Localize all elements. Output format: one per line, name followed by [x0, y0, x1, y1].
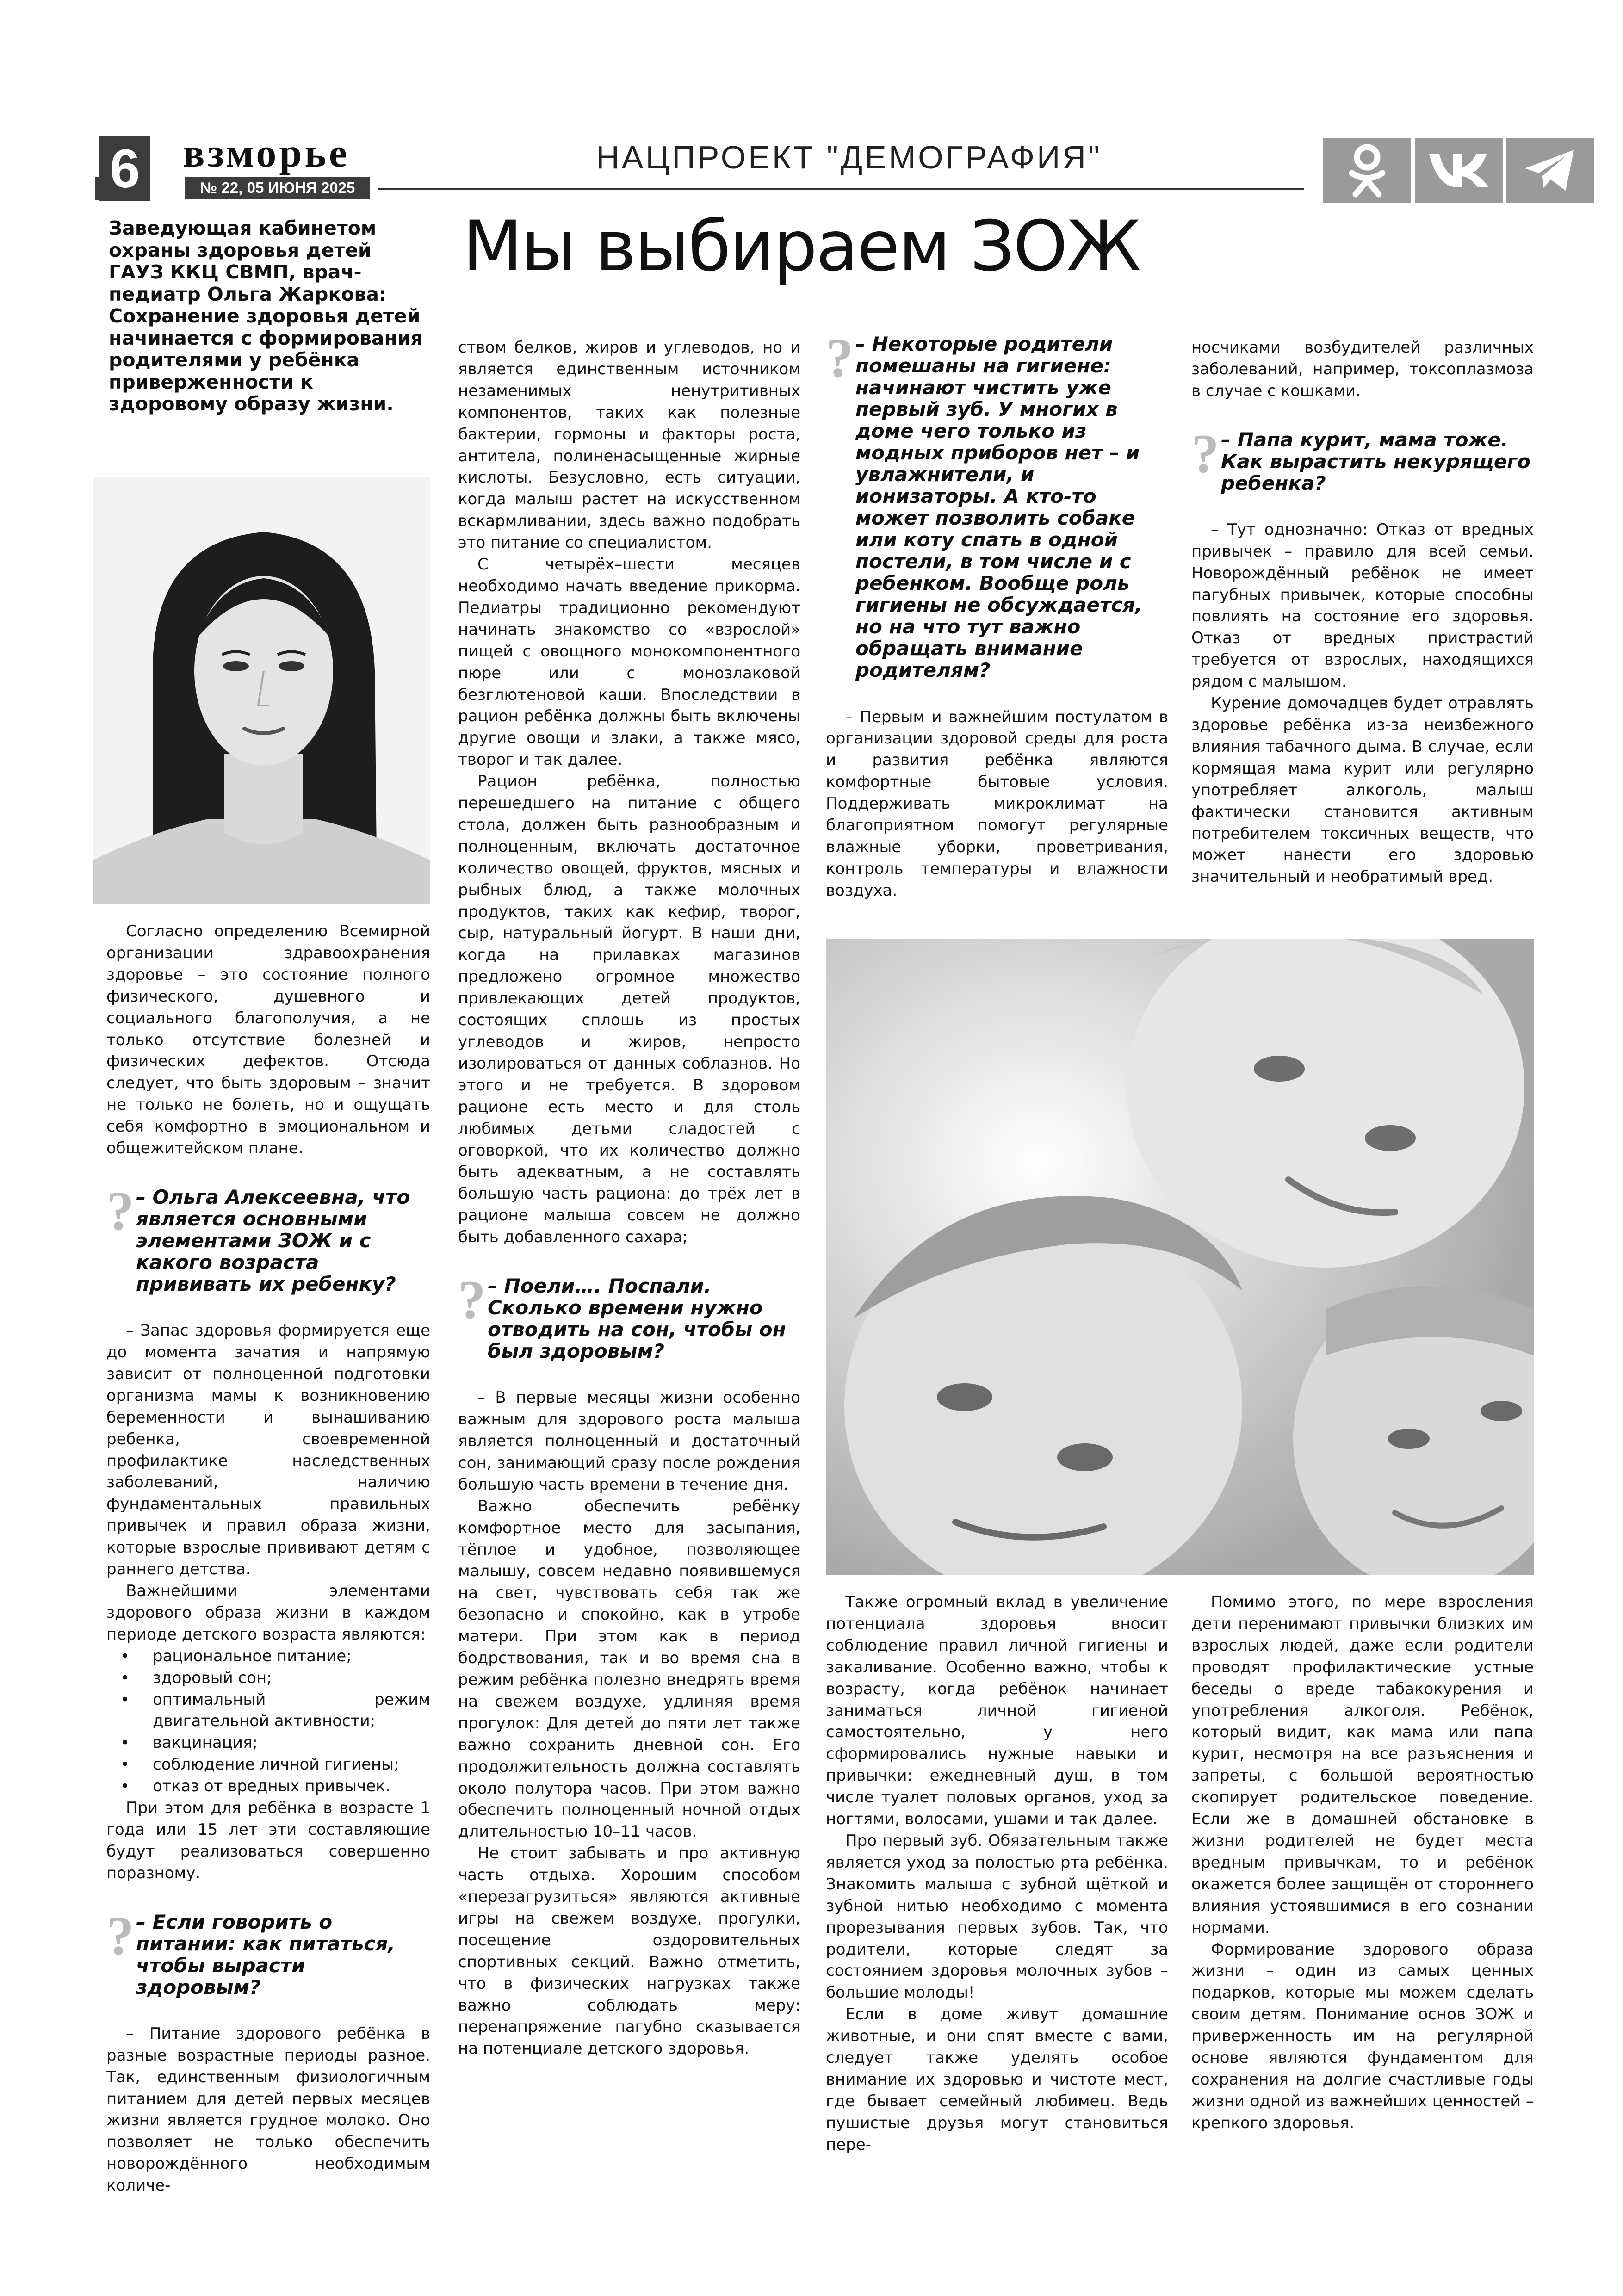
- paragraph: Помимо этого, по мере взросления дети перенимают привычки близких им взрослых людей, даже если родители проводят профилактические устные беседы о вреде табакокурения и употребления алкоголя. Ребёнок, который видит, как мама или папа курит, несмотря на все разъяснения и запреты, с большой вероятностью скопирует родительское поведение. Если же в домашней обстановке в жизни родителей не будет места вредным привычкам, то и ребёнок окажется более защищён от стороннего влияния устоявшимися в его сознании нормами.: [1191, 1593, 1534, 1937]
- question-block: [1191, 422, 1534, 495]
- article-column-4-bottom: [1191, 1591, 1534, 2134]
- newspaper-masthead: взморье: [183, 131, 350, 176]
- vk-icon[interactable]: [1415, 138, 1503, 203]
- paragraph: Важнейшими элементами здорового образа жизни в каждом периоде детского возраста являются:: [106, 1582, 430, 1644]
- paragraph: – Питание здорового ребёнка в разные возрастные периоды разное. Так, единственным физиологичным питанием для детей первых месяцев жизни является грудное молоко. Оно позволяет не только обеспечить новорождённого необходимым количе-: [106, 2024, 430, 2195]
- children-photo: [826, 939, 1534, 1575]
- paragraph: – Первым и важнейшим постулатом в организации здоровой среды для роста и развития ребёнка являются комфортные бытовые условия. Поддерживать микроклимат на благоприятном помогут регулярные влажные уборки, проветривания, контроль температуры и влажности воздуха.: [826, 707, 1168, 900]
- question-text: – Ольга Алексеевна, что является основными элементами ЗОЖ и с какого возраста прививать их ребенку?: [136, 1185, 410, 1296]
- paragraph: Также огромный вклад в увеличение потенциала здоровья вносит соблюдение правил личной гигиены и закаливание. Особенно важно, чтобы к возрасту, когда ребёнок начинает заниматься личной гигиеной самостоятельно, у него сформировались нужные навыки и привычки: ежедневный душ, в том числе туалет половых органов, уход за ногтями, волосами, ушами и так далее.: [826, 1593, 1168, 1829]
- paragraph: Важно обеспечить ребёнку комфортное место для засыпания, тёплое и удобное, позволяющее малышу, совсем недавно появившемуся на свет, чувствовать себя так же безопасно и спокойно, как в утробе матери. При этом как в период бодрствования, так и во время сна в режим ребёнка полезно внедрять время на свежем воздухе, удлиняя время прогулок: Для детей до пяти лет также важно сохранить дневной сон. Его продолжительность должна составлять около полутора часов. При этом важно обеспечить полноценный ночной отдых длительностью 10–11 часов.: [458, 1497, 800, 1841]
- paragraph: – В первые месяцы жизни особенно важным для здорового роста малыша является полноценный и достаточный сон, занимающий сразу после рождения большую часть времени в течение дня.: [458, 1388, 800, 1494]
- article-column-3-top: [826, 324, 1168, 902]
- list-item: • здоровый сон;: [153, 1667, 430, 1689]
- page-number-mark: [95, 177, 100, 200]
- article-column-1: [106, 921, 430, 2197]
- question-text: – Папа курит, мама тоже. Как вырастить некурящего ребенка?: [1221, 428, 1531, 495]
- question-block: [106, 1180, 430, 1296]
- question-text: – Поели…. Поспали. Сколько времени нужно отводить на сон, чтобы он был здоровым?: [488, 1275, 786, 1363]
- odnoklassniki-icon[interactable]: [1323, 138, 1411, 203]
- header-rule: [378, 188, 1304, 190]
- article-lead: Заведующая кабинетом охраны здоровья детей ГАУЗ ККЦ СВМП, врач-педиатр Ольга Жаркова: Сохранение здоровья детей начинается с формирования родителями у ребёнка приверженности к здоровому образу жизни.: [109, 217, 423, 415]
- list-item: • отказ от вредных привычек.: [153, 1776, 430, 1797]
- paragraph: С четырёх–шести месяцев необходимо начать введение прикорма. Педиатры традиционно рекомендуют начинать знакомство со «взрослой» пищей с овощного монокомпонентного пюре или с монозлаковой безглютеновой каши. Впоследствии в рацион ребёнка должны быть включены другие овощи и злаки, а также мясо, творог и так далее.: [458, 555, 800, 769]
- paragraph: Не стоит забывать и про активную часть отдыха. Хорошим способом «перезагрузиться» являются активные игры на свежем воздухе, прогулки, посещение оздоровительных спортивных секций. Важно отметить, что в физических нагрузках также важно соблюдать меру: перенапряжение пагубно сказывается на потенциале детского здоровья.: [458, 1844, 800, 2058]
- article-column-4-top: [1191, 337, 1534, 888]
- question-mark-icon: ?: [458, 1269, 486, 1331]
- page-number: 6: [99, 136, 150, 201]
- issue-info: № 22, 05 ИЮНЯ 2025: [185, 177, 370, 199]
- article-column-3-bottom: [826, 1591, 1168, 2156]
- article-column-2: [458, 337, 800, 2060]
- paragraph: – Тут однозначно: Отказ от вредных привычек – правило для всей семьи. Новорождённый ребёнок не имеет пагубных привычек, которые способны повлиять на состояние его здоровья. Отказ от вредных пристрастий требуется от взрослых, находящихся рядом с малышом.: [1191, 520, 1534, 691]
- list-item: • вакцинация;: [153, 1732, 430, 1754]
- zoj-elements-list: [106, 1646, 430, 1797]
- list-item: • рациональное питание;: [153, 1646, 430, 1667]
- question-block: [826, 327, 1168, 682]
- paragraph: Формирование здорового образа жизни – один из самых ценных подарков, которые мы можем сделать своим детям. Понимание основ ЗОЖ и приверженность им на регулярной основе являются фундаментом для сохранения на долгие счастливые годы жизни одной из важнейших ценностей – крепкого здоровья.: [1191, 1940, 1534, 2132]
- question-block: [458, 1269, 800, 1363]
- telegram-icon[interactable]: [1506, 138, 1594, 203]
- doctor-portrait-photo: [93, 477, 430, 904]
- question-mark-icon: ?: [1191, 422, 1219, 484]
- paragraph: Согласно определению Всемирной организации здравоохранения здоровье – это состояние полного физического, душевного и социального благополучия, а не только отсутствие болезней и физических дефектов. Отсюда следует, что быть здоровым – значит не только не болеть, но и ощущать себя комфортно в эмоциональном и общежитейском плане.: [106, 922, 430, 1158]
- paragraph: ством белков, жиров и углеводов, но и является единственным источником незаменимых ненутритивных компонентов, таких как полезные бактерии, гормоны и факторы роста, антитела, полиненасыщенные жирные кислоты. Безусловно, есть ситуации, когда малыш растет на искусственном вскармливании, здесь важно подобрать это питание со специалистом.: [458, 338, 800, 552]
- list-item: • оптимальный режим двигательной активности;: [153, 1689, 430, 1733]
- paragraph: носчиками возбудителей различных заболеваний, например, токсоплазмоза в случае с кошками.: [1191, 338, 1534, 400]
- paragraph: Если в доме живут домашние животные, и они спят вместе с вами, следует также уделять особое внимание их здоровью и чистоте мест, где бывает семейный любимец. Ведь пушистые друзья могут становиться пере-: [826, 2005, 1168, 2154]
- question-text: – Некоторые родители помешаны на гигиене: начинают чистить уже первый зуб. У многих в доме чего только из модных приборов нет – и увлажнители, и ионизаторы. А кто-то может позволить собаке или коту спать в одной постели, в том числе и с ребенком. Вообще роль гигиены не обсуждается, но на что тут важно обращать внимание родителям?: [855, 333, 1143, 682]
- question-mark-icon: ?: [106, 1180, 134, 1242]
- paragraph: Курение домочадцев будет отравлять здоровье ребёнка из-за неизбежного влияния табачного дыма. В случае, если кормящая мама курит или регулярно употребляет алкоголь, малыш фактически становится активным потребителем токсичных веществ, что может нанести его здоровью значительный и необратимый вред.: [1191, 694, 1534, 886]
- question-mark-icon: ?: [106, 1905, 134, 1967]
- paragraph: – Запас здоровья формируется еще до момента зачатия и напрямую зависит от полноценной подготовки организма мамы к возникновению беременности и вынашиванию ребенка, своевременной профилактике наследственных заболеваний, наличию фундаментальных правильных привычек и правил образа жизни, которые взрослые прививают детям с раннего детства.: [106, 1321, 430, 1579]
- list-item: • соблюдение личной гигиены;: [153, 1754, 430, 1776]
- question-text: – Если говорить о питании: как питаться, чтобы вырасти здоровым?: [136, 1910, 396, 1999]
- question-block: [106, 1905, 430, 1999]
- article-title: Мы выбираем ЗОЖ: [463, 206, 1140, 287]
- question-mark-icon: ?: [826, 327, 854, 389]
- paragraph: Рацион ребёнка, полностью перешедшего на питание с общего стола, должен быть разнообразным и полноценным, включать достаточное количество овощей, фруктов, мясных и рыбных блюд, а также молочных продуктов, таких как кефир, творог, сыр, натуральный йогурт. В наши дни, когда на прилавках магазинов предложено огромное множество привлекающих детей продуктов, состоящих сплошь из простых углеводов и жиров, непросто изолироваться от данных соблазнов. Но этого и не требуется. В здоровом рационе есть место и для столь любимых детьми сладостей с оговоркой, что их количество должно быть адекватным, а не составлять большую часть рациона: до трёх лет в рационе малыша совсем не должно быть добавленного сахара;: [458, 772, 800, 1247]
- section-title: НАЦПРОЕКТ "ДЕМОГРАФИЯ": [596, 139, 1102, 175]
- paragraph: При этом для ребёнка в возрасте 1 года или 15 лет эти составляющие будут реализоваться совершенно поразному.: [106, 1799, 430, 1882]
- paragraph: Про первый зуб. Обязательным также является уход за полостью рта ребёнка. Знакомить малыша с зубной щёткой и зубной нитью необходимо с момента прорезывания первых зубов. Так, что родители, которые следят за состоянием здоровья молочных зубов – большие молоды!: [826, 1831, 1168, 2002]
